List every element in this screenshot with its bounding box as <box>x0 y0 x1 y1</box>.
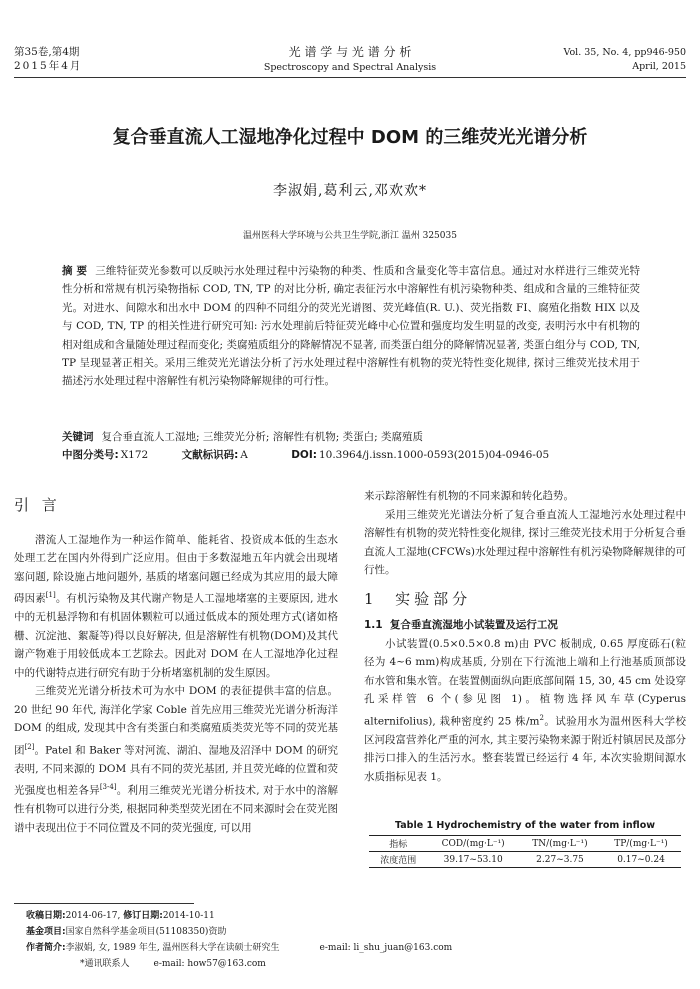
section-heading: 1 实验部分 <box>364 589 472 608</box>
keywords-text: 复合垂直流人工湿地; 三维荧光分析; 溶解性有机物; 类蛋白; 类腐殖质 <box>101 431 423 443</box>
hydrochemistry-table <box>369 835 681 868</box>
bio-email: e-mail: li_shu_juan@163.com <box>319 943 453 953</box>
journal-title-en: Spectroscopy and Spectral Analysis <box>263 62 437 73</box>
right-column <box>364 487 686 786</box>
received-line: 收稿日期:2014-06-17, 修订日期:2014-10-11 <box>26 911 215 921</box>
superscript-2: 2 <box>539 713 544 722</box>
footnotes <box>26 908 686 972</box>
abstract-label: 摘 要 <box>62 265 88 277</box>
table-row <box>369 852 681 868</box>
ref-3: [3-4] <box>99 783 117 791</box>
continued-text: 来示踪溶解性有机物的不同来源和转化趋势。 <box>364 490 574 502</box>
header-volume-en: Vol. 35, No. 4, pp946-950 <box>563 47 686 58</box>
table-header-cell: TN/(mg·L⁻¹) <box>532 838 588 849</box>
keywords-label: 关键词 <box>62 431 94 443</box>
table-header-row <box>369 836 681 852</box>
corresponding-line: *通讯联系人 e-mail: how57@163.com <box>80 959 266 969</box>
ref-1: [1] <box>45 591 56 599</box>
affiliation: 温州医科大学环境与公共卫生学院,浙江 温州 325035 <box>243 231 457 241</box>
table-cell: 浓度范围 <box>380 856 417 866</box>
abstract <box>62 262 640 391</box>
header-date: 2015年4月 <box>14 60 83 72</box>
doc-label: 文献标识码: <box>181 449 239 461</box>
fund-line: 基金项目:国家自然科学基金项目(51108350)资助 <box>26 927 227 937</box>
authors: 李淑娟,葛利云,邓欢欢* <box>273 183 427 199</box>
table-cell: 39.17~53.10 <box>443 854 503 865</box>
table-cell: 2.27~3.75 <box>536 854 584 865</box>
header-date-en: April, 2015 <box>632 61 686 72</box>
abstract-text: 三维特征荧光参数可以反映污水处理过程中污染物的种类、性质和含量变化等丰富信息。通过对水样进行三维荧光特性分析和常规有机污染物指标 COD, TN, TP 的对比分析, 确定表征污水中溶解性有机污染物种类、组成和含量的三维特征荧光。对进水、间隙水和出水中 DOM 的四种不同组分的荧光光谱图、荧光峰值(R. U.)、荧光指数 FI、腐殖化指数 HIX 以及与 COD, TN, TP 的相关性进行研究可知: 污水处理前后特征荧光峰中心位置和强度均发生明显的改变, 表明污水中有机物的相对组成和含量随处理过程而变化; 类腐殖质组分的降解情况不显著, 而类蛋白组分的降解情况显著, 类蛋白组分与 COD, TN, TP 呈现显著正相关。采用三维荧光光谱法分析了污水处理过程中溶解性有机物的荧光特性变化规律, 探讨三维荧光技术用于描述污水处理过程中溶解性有机污染物降解规律的可行性。 <box>62 265 641 388</box>
doi-value: 10.3964/j.issn.1000-0593(2015)04-0946-05 <box>318 449 550 461</box>
bio-line: 作者简介:李淑娟, 女, 1989 年生, 温州医科大学在读硕士研究生 e-mail: li_shu_juan@163.com <box>26 943 453 953</box>
right-paragraph-1: 采用三维荧光光谱法分析了复合垂直流人工湿地污水处理过程中溶解性有机物的荧光特性变化规律, 探讨三维荧光技术用于分析复合垂直流人工湿地(CFCWs)水处理过程中溶解性有机污染物降解规律的可行性。 <box>364 508 686 576</box>
table-cell: 0.17~0.24 <box>617 854 665 865</box>
table-1 <box>364 820 686 868</box>
intro-heading: 引 言 <box>14 496 61 514</box>
footnote-rule <box>14 903 194 904</box>
right-paragraph-2: 小试装置(0.5×0.5×0.8 m)由 PVC 板制成, 0.65 厚度砾石(粒径为 4~6 mm)构成基质, 分别在下行流池上端和上行池基质顶部设布水管和集水管。在装置侧面纵向距底部间隔 15, 30, 45 cm 处设穿孔采样管 6 个(参见图 1)。植物选择风车草(Cyperus alternifolius), 栽种密度约 25 株$/m^2$。试验用水为温州医科大学校区河段富营养化严重的河水, 其主要污染物来源于附近村镇居民及部分排污口排入的生活污水。整套装置已经运行 4 年, 本次实验期间源水水质指标见表 1。 <box>364 637 686 783</box>
left-column <box>14 496 338 837</box>
table-header-cell: 指标 <box>389 840 408 850</box>
header-rule <box>14 77 686 78</box>
table-header-cell: COD/(mg·L⁻¹) <box>441 838 505 849</box>
keywords <box>62 428 640 464</box>
journal-title-cn: 光 谱 学 与 光 谱 分 析 <box>288 45 412 59</box>
intro-paragraph-2: 三维荧光光谱分析技术可为水中 DOM 的表征提供丰富的信息。20 世纪 90 年代, 海洋化学家 Coble 首先应用三维荧光光谱分析海洋 DOM 的组成, 发现其中含有类蛋白和类腐殖质类荧光等不同的荧光基团[2]。Patel 和 Baker 等对河流、湖泊、湿地及沼泽中 DOM 的研究表明, 不同来源的 DOM 具有不同的荧光基团, 并且荧光峰的位置和荧光强度也相差各异[3-4]。利用三维荧光光谱分析技术, 对于水中的溶解性有机物可以进行分类, 根据同种类型荧光团在不同来源时会在荧光图谱中表现出位于不同位置及不同的荧光强度, 可以用 <box>14 685 339 834</box>
subsection-heading: 1.1 复合垂直流湿地小试装置及运行工况 <box>364 619 558 631</box>
intro-paragraph-1: 潜流人工湿地作为一种运作简单、能耗省、投资成本低的生态水处理工艺在国内外得到广泛应用。但由于多数湿地五年内就会出现堵塞问题, 除设施占地问题外, 基质的堵塞问题已经成为其应用的最大障碍因素[1]。有机污染物及其代谢产物是人工湿地堵塞的主要原因, 进水中的无机悬浮物和有机固体颗粒可以通过低成本的预处理方式(诸如格栅、沉淀池、絮凝等)得以良好解决, 但是溶解性有机物(DOM)及其代谢产物难于用较低成本工艺除去。因此对 DOM 在人工湿地净化过程中的代谢特点进行研究有助于分析堵塞机制的发生原因。 <box>14 533 338 679</box>
table-header-cell: TP/(mg·L⁻¹) <box>614 838 668 849</box>
corr-email: e-mail: how57@163.com <box>153 959 266 969</box>
clc-value: X172 <box>120 449 149 461</box>
classification-line <box>62 446 640 464</box>
header-volume: 第35卷,第4期 <box>14 46 80 58</box>
doi-label: DOI: <box>291 449 317 461</box>
paper-title: 复合垂直流人工湿地净化过程中 DOM 的三维荧光光谱分析 <box>112 127 588 148</box>
table-caption: Table 1 Hydrochemistry of the water from inflow <box>394 820 656 831</box>
clc-label: 中图分类号: <box>62 449 119 461</box>
doc-value: A <box>240 449 248 461</box>
ref-2: [2] <box>24 742 35 751</box>
